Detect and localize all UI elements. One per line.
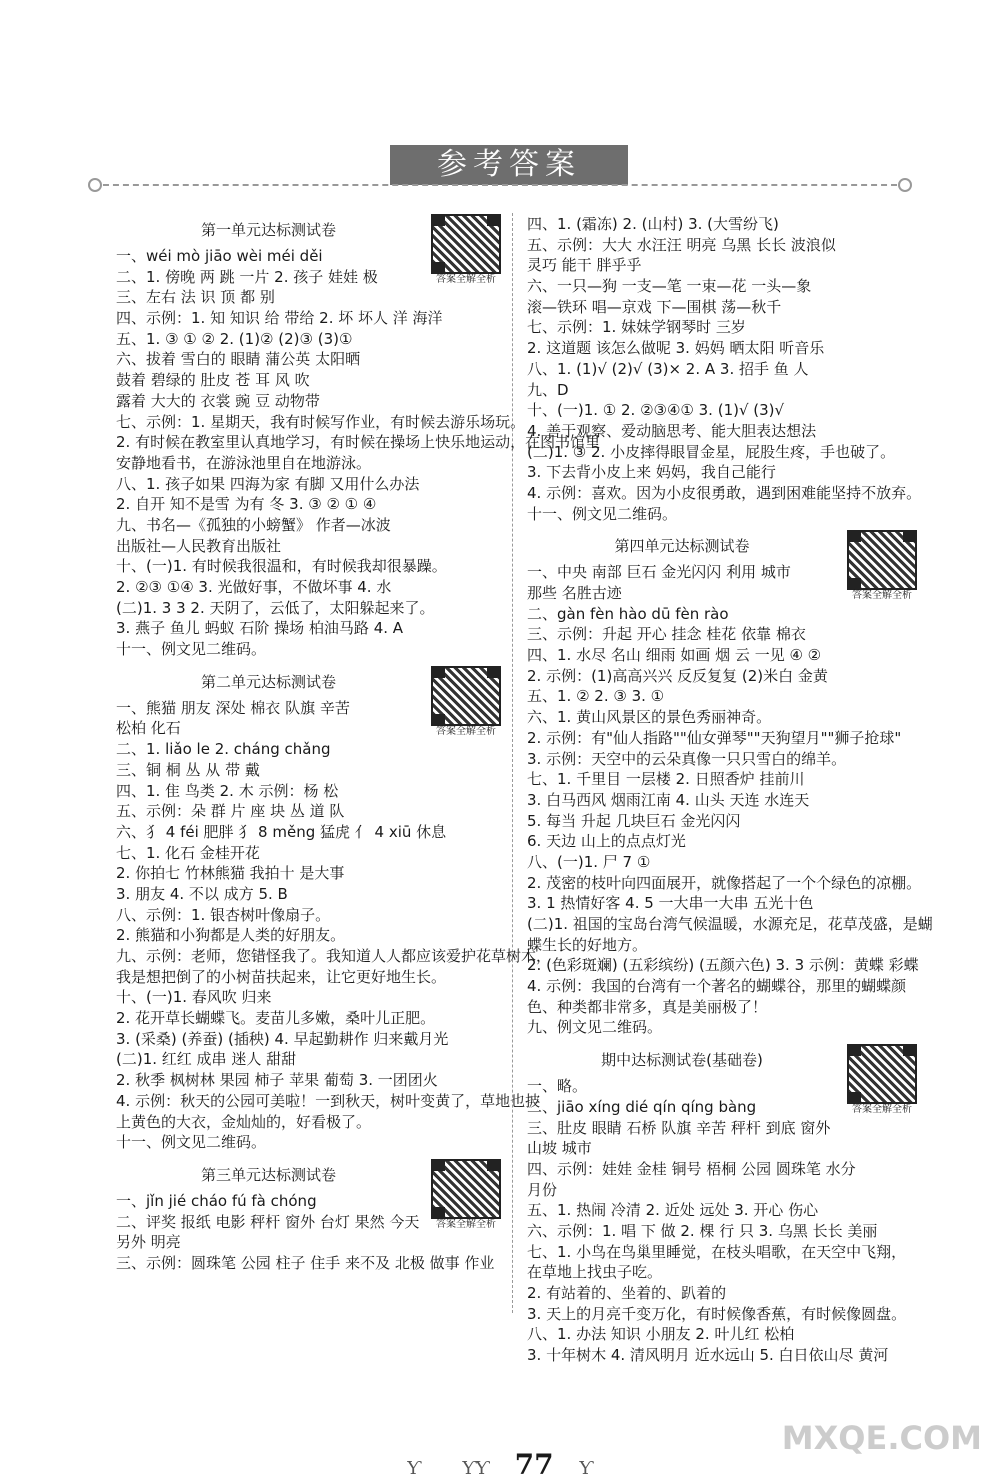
answer-line: 2. 熊猫和小狗都是人类的好朋友。: [116, 926, 346, 945]
answer-line: 3. 1 热情好客 4. 5 一大串一大串 五光十色: [527, 894, 814, 913]
qr-icon: [847, 1044, 917, 1104]
answer-line: 七、1. 千里目 一层楼 2. 日照香炉 挂前川: [527, 770, 805, 789]
answer-block: [116, 698, 552, 1153]
qr-icon: [847, 530, 917, 590]
answer-line: 露着 大大的 衣裳 豌 豆 动物带: [116, 391, 320, 410]
answer-line: 色、种类都非常多，真是美丽极了！: [527, 997, 768, 1016]
answer-line: 6. 天边 山上的点点灯光: [527, 832, 686, 851]
answer-line: 3. 下去背小皮上来 妈妈，我自己能行: [527, 463, 776, 482]
answer-line: 山坡 城市: [527, 1139, 592, 1158]
sprout-icon: Ƴ: [407, 1458, 421, 1479]
answer-line: 十一、例文见二维码。: [116, 1133, 267, 1152]
answer-line: 五、示例：朵 群 片 座 块 丛 道 队: [116, 802, 345, 821]
answer-line: 鼓着 碧绿的 肚皮 苍 耳 风 吹: [116, 371, 310, 390]
answer-line: 五、1. ③ ① ② 2. (1)② (2)③ (3)①: [116, 329, 353, 348]
answer-line: 2. ②③ ①④ 3. 光做好事，不做坏事 4. 水: [116, 578, 392, 596]
section-heading: 第四单元达标测试卷 答案全解全析: [527, 530, 917, 562]
answer-line: 一、jǐn jié cháo fú fà chóng: [116, 1191, 317, 1210]
answer-line: 十一、例文见二维码。: [116, 640, 267, 659]
answer-line: 3. 朋友 4. 不以 成方 5. B: [116, 884, 288, 903]
section-heading: 第一单元达标测试卷 答案全解全析: [116, 214, 501, 246]
qr-code[interactable]: 答案全解全析: [431, 214, 501, 286]
answer-line: 4. 善于观察、爱动脑思考、能大胆表达想法: [527, 421, 817, 440]
title-divider: [93, 184, 907, 186]
answer-line: 一、略。: [527, 1077, 588, 1096]
answer-line: 四、示例：1. 知 知识 给 带给 2. 坏 坏人 洋 海洋: [116, 309, 443, 328]
qr-code[interactable]: 答案全解全析: [847, 530, 917, 602]
page-number: 77: [514, 1448, 554, 1481]
answer-line: 三、铜 桐 丛 从 带 戴: [116, 760, 260, 779]
answer-line: 五、1. 热闹 冷清 2. 近处 远处 3. 开心 伤心: [527, 1201, 819, 1220]
answer-line: 4. 示例：秋天的公园可美啦！一到秋天，树叶变黄了，草地也披: [116, 1091, 541, 1110]
divider-end-right: [898, 178, 912, 192]
answer-line: 松柏 化石: [116, 719, 181, 738]
answer-line: 二、jiāo xíng dié qín qíng bàng: [527, 1097, 757, 1116]
answer-block: [527, 1076, 917, 1366]
answer-line: 七、1. 化石 金桂开花: [116, 843, 260, 862]
answer-line: 八、1. (1)√ (2)√ (3)× 2. A 3. 招手 鱼 人: [527, 359, 809, 378]
qr-icon: [431, 1159, 501, 1219]
answer-line: 四、1. 隹 鸟类 2. 木 示例：杨 松: [116, 781, 339, 800]
answer-line: (二)1. 祖国的宝岛台湾气候温暖，水源充足，花草茂盛，是蝴: [527, 915, 933, 933]
answer-line: 2. 有时候在教室里认真地学习，有时候在操场上快乐地运动，在图书馆里: [116, 433, 601, 452]
section-heading: 期中达标测试卷(基础卷) 答案全解全析: [527, 1044, 917, 1076]
answer-line: 七、示例：1. 妹妹学钢琴时 三岁: [527, 318, 746, 337]
qr-code[interactable]: 答案全解全析: [431, 666, 501, 738]
answer-line: 十、(一)1. 有时候我很温和，有时候我却很暴躁。: [116, 557, 447, 576]
answer-line: 2. 秋季 枫树林 果园 柿子 苹果 葡萄 3. 一团团火: [116, 1071, 438, 1090]
answer-line: 七、示例：1. 星期天，我有时候写作业，有时候去游乐场玩。: [116, 412, 526, 431]
answer-line: 3. (采桑) (养蚕) (插秧) 4. 早起勤耕作 归来戴月光: [116, 1029, 449, 1048]
answer-line: 2. 花开草长蝴蝶飞。麦苗儿多嫩，桑叶儿正肥。: [116, 1009, 436, 1028]
answer-line: 八、(一)1. 尸 7 ①: [527, 852, 651, 871]
answer-line: 蝶生长的好地方。: [527, 935, 648, 954]
answer-line: 那些 名胜古迹: [527, 584, 622, 602]
answer-line: 二、gàn fèn hào dū fèn rào: [527, 604, 729, 623]
answer-line: 二、1. 傍晚 两 跳 一片 2. 孩子 娃娃 极: [116, 267, 378, 286]
answer-line: 滚—铁环 唱—京戏 下—围棋 荡—秋千: [527, 297, 782, 316]
answer-title-banner: 参考答案: [390, 145, 628, 185]
answer-line: 2. 有站着的、坐着的、趴着的: [527, 1284, 727, 1302]
answer-line: 灵巧 能干 胖乎乎: [527, 256, 642, 275]
answer-line: 5. 每当 升起 几块巨石 金光闪闪: [527, 811, 741, 830]
answer-line: 月份: [527, 1180, 558, 1199]
sprout-icon: ƳƳ: [462, 1458, 489, 1479]
column-divider: [512, 213, 513, 1313]
answer-line: 十、(一)1. ① 2. ②③④① 3. (1)√ (3)√: [527, 401, 785, 420]
answer-line: 4. 示例：我国的台湾有一个著名的蝴蝶谷，那里的蝴蝶颜: [527, 977, 907, 996]
answer-line: 另外 明亮: [116, 1233, 181, 1252]
right-column: [527, 214, 933, 1366]
qr-icon: [431, 666, 501, 726]
qr-icon: [431, 214, 501, 274]
answer-line: 上黄色的大衣，金灿灿的，好看极了。: [116, 1112, 372, 1131]
answer-line: 2. 自开 知不是雪 为有 冬 3. ③ ② ① ④: [116, 495, 377, 514]
answer-line: 九、D: [527, 380, 569, 399]
answer-line: 四、1. (霜冻) 2. (山村) 3. (大雪纷飞): [527, 215, 779, 233]
answer-line: 三、肚皮 眼睛 石桥 队旗 辛苦 秤杆 到底 窗外: [527, 1118, 831, 1137]
answer-line: 九、书名—《孤独的小螃蟹》 作者—冰波: [116, 515, 391, 534]
section-heading: 第二单元达标测试卷 答案全解全析: [116, 666, 501, 698]
answer-line: (二)1. ③ 2. 小皮摔得眼冒金星，屁股生疼，手也破了。: [527, 442, 896, 461]
answer-line: 3. 白马西风 烟雨江南 4. 山头 天连 水连天: [527, 790, 810, 809]
answer-line: 4. 示例：喜欢。因为小皮很勇敢，遇到困难能坚持不放弃。: [527, 483, 922, 502]
answer-line: 3. 示例：天空中的云朵真像一只只雪白的绵羊。: [527, 749, 847, 768]
answer-block: [527, 214, 922, 524]
answer-block: [527, 562, 933, 1038]
answer-line: 九、示例：老师，您错怪我了。我知道人人都应该爱护花草树木，: [116, 947, 552, 965]
qr-code[interactable]: 答案全解全析: [431, 1159, 501, 1231]
sprout-icon: Ƴ: [579, 1458, 593, 1479]
answer-line: (二)1. 3 3 2. 天阴了，云低了，太阳躲起来了。: [116, 598, 435, 617]
answer-line: 六、示例：1. 唱 下 做 2. 棵 行 只 3. 乌黑 长长 美丽: [527, 1221, 878, 1240]
answer-line: 七、1. 小鸟在鸟巢里睡觉，在枝头唱歌，在天空中飞翔，: [527, 1242, 907, 1261]
answer-line: 四、示例：娃娃 金桂 铜号 梧桐 公园 圆珠笔 水分: [527, 1159, 856, 1178]
answer-line: 八、1. 孩子如果 四海为家 有脚 又用什么办法: [116, 474, 420, 493]
answer-line: 四、1. 水尽 名山 细雨 如画 烟 云 一见 ④ ②: [527, 646, 822, 665]
answer-line: 2. (色彩斑斓) (五彩缤纷) (五颜六色) 3. 3 示例：黄蝶 彩蝶: [527, 956, 919, 975]
watermark: MXQE.COM: [781, 1419, 982, 1457]
answer-line: 五、1. ② 2. ③ 3. ①: [527, 687, 665, 706]
answer-line: 二、评奖 报纸 电影 秤杆 窗外 台灯 果然 今天: [116, 1212, 420, 1231]
answer-line: 六、犭 4 féi 肥胖 犭 8 měng 猛虎 亻 4 xiū 休息: [116, 822, 447, 841]
answer-line: 2. 你拍七 竹林熊猫 我拍十 是大事: [116, 864, 345, 883]
answer-line: 2. 示例：(1)高高兴兴 反反复复 (2)米白 金黄: [527, 666, 828, 685]
answer-line: 3. 天上的月亮千变万化，有时候像香蕉，有时候像圆盘。: [527, 1304, 907, 1323]
section-heading: 第三单元达标测试卷 答案全解全析: [116, 1159, 501, 1191]
divider-end-left: [88, 178, 102, 192]
answer-line: 六、拔着 雪白的 眼睛 蒲公英 太阳晒: [116, 350, 361, 369]
answer-line: 三、左右 法 识 顶 都 别: [116, 288, 275, 307]
answer-line: 十一、例文见二维码。: [527, 504, 678, 523]
answer-line: 八、示例：1. 银杏树叶像扇子。: [116, 905, 331, 924]
answer-line: 我是想把倒了的小树苗扶起来，让它更好地生长。: [116, 967, 447, 986]
answer-line: 三、示例：圆珠笔 公园 柱子 住手 来不及 北极 做事 作业: [116, 1253, 495, 1272]
answer-line: 出版社—人民教育出版社: [116, 536, 282, 555]
answer-line: 2. 茂密的枝叶向四面展开，就像搭起了一个个绿色的凉棚。: [527, 873, 922, 892]
answer-line: 十、(一)1. 春风吹 归来: [116, 988, 272, 1007]
answer-line: 在草地上找虫子吃。: [527, 1263, 663, 1282]
answer-line: 3. 十年树木 4. 清风明月 近水远山 5. 白日依山尽 黄河: [527, 1346, 889, 1365]
answer-line: 2. 这道题 该怎么做呢 3. 妈妈 晒太阳 听音乐: [527, 339, 825, 358]
answer-line: 六、一只—狗 一支—笔 一束—花 一头—象: [527, 277, 812, 296]
answer-line: 五、示例：大大 水汪汪 明亮 乌黑 长长 波浪似: [527, 235, 836, 254]
answer-line: 一、熊猫 朋友 深处 棉衣 队旗 辛苦: [116, 698, 350, 717]
answer-line: 3. 燕子 鱼儿 蚂蚁 石阶 操场 柏油马路 4. A: [116, 619, 404, 638]
qr-code[interactable]: 答案全解全析: [847, 1044, 917, 1116]
answer-line: 三、示例：升起 开心 挂念 桂花 依靠 棉衣: [527, 625, 806, 644]
answer-line: 八、1. 办法 知识 小朋友 2. 叶儿红 松柏: [527, 1325, 795, 1344]
answer-line: 安静地看书，在游泳池里自在地游泳。: [116, 453, 372, 472]
answer-line: (二)1. 红红 成串 迷人 甜甜: [116, 1050, 297, 1069]
answer-line: 一、中央 南部 巨石 金光闪闪 利用 城市: [527, 563, 791, 582]
answer-line: 一、wéi mò jiāo wèi méi děi: [116, 247, 323, 265]
answer-line: 2. 示例：有"仙人指路""仙女弹琴""天狗望月""狮子抢球": [527, 728, 902, 747]
answer-line: 九、例文见二维码。: [527, 1018, 663, 1037]
answer-line: 二、1. liǎo le 2. cháng chǎng: [116, 740, 331, 759]
answer-line: 六、1. 黄山风景区的景色秀丽神奇。: [527, 708, 772, 727]
